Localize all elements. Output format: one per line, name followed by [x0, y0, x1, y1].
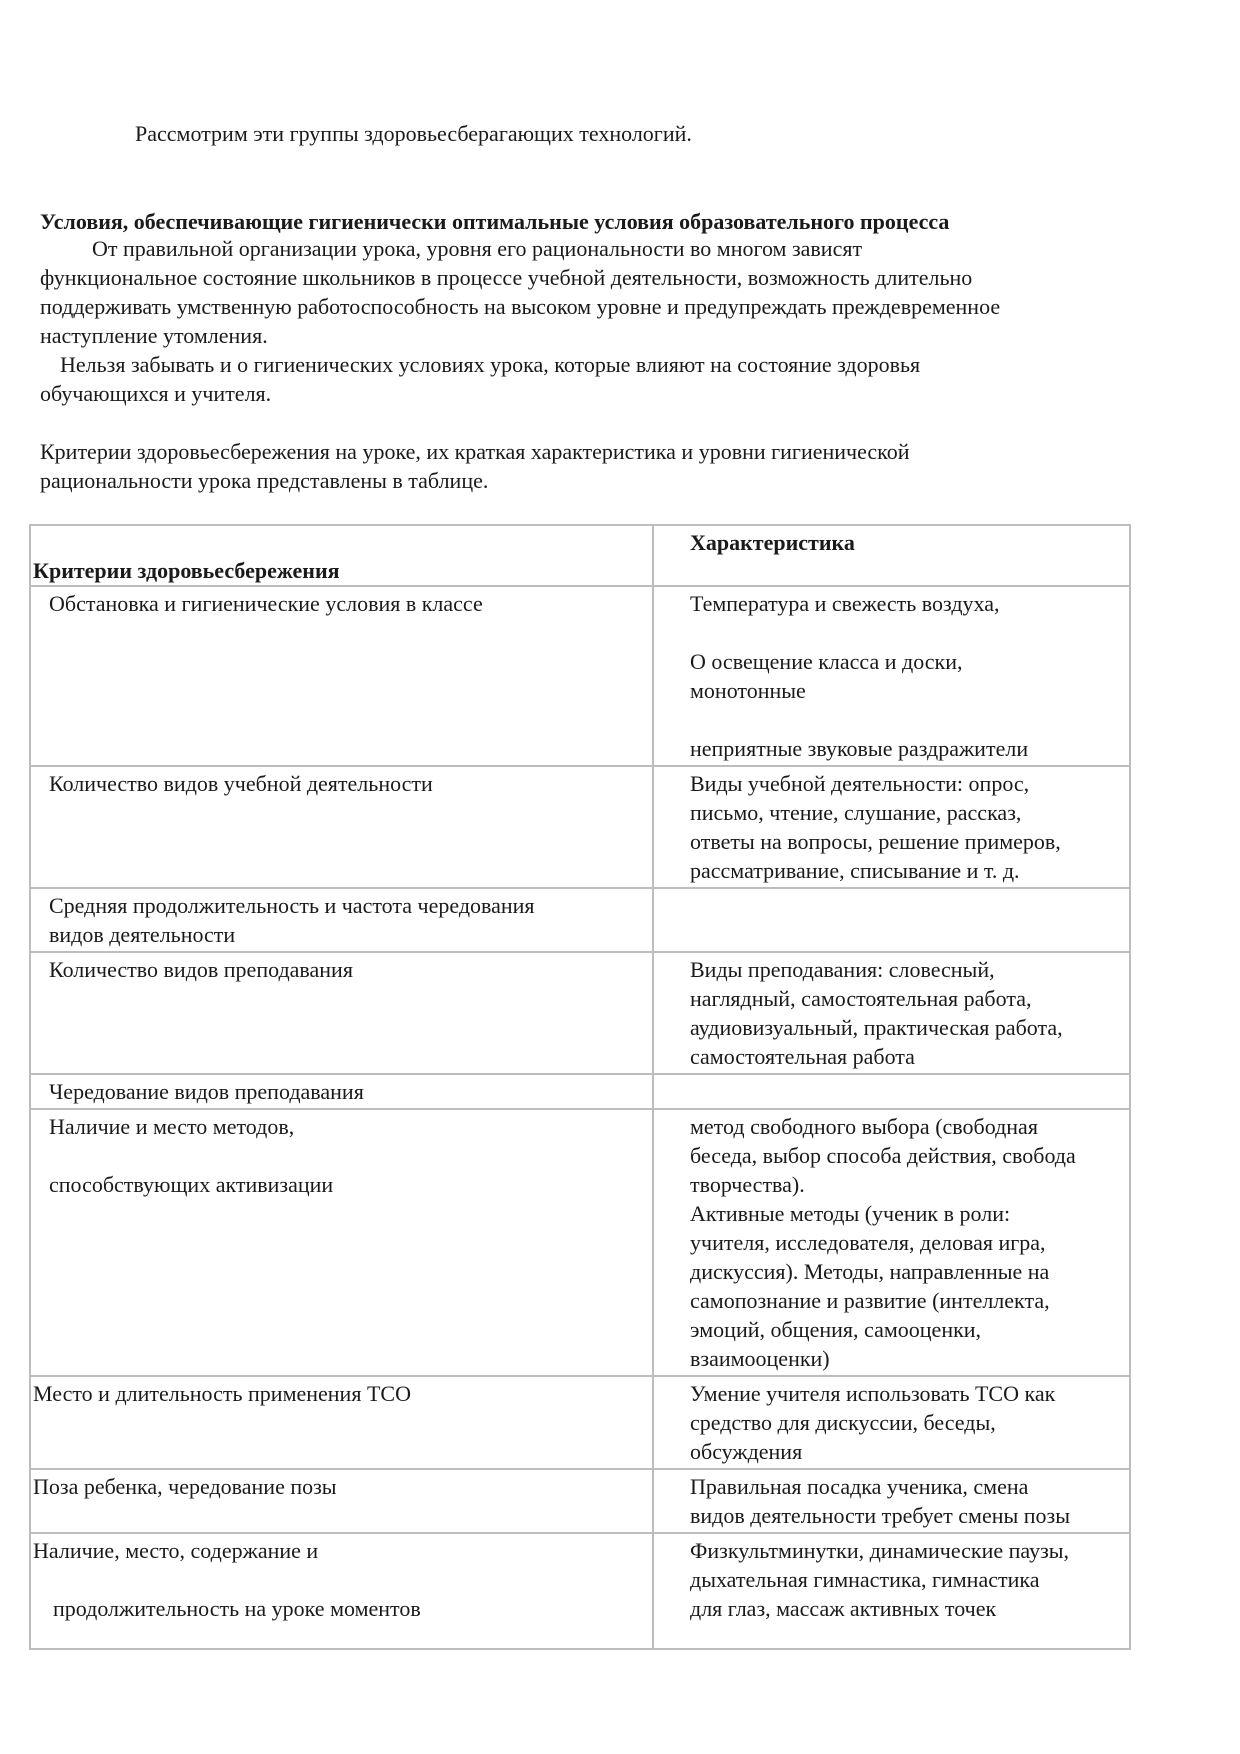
cell-line: Умение учителя использовать ТСО как — [690, 1381, 1056, 1406]
cell-line: средство для дискуссии, беседы, — [690, 1410, 996, 1435]
table-row — [30, 1074, 1130, 1109]
cell-line: Активные методы (ученик в роли: — [690, 1201, 1011, 1226]
criteria-cell — [30, 1376, 653, 1469]
paragraph-hygiene — [40, 350, 1140, 408]
cell-line: Виды преподавания: словесный, — [690, 957, 995, 982]
criteria-cell — [30, 1533, 653, 1649]
characteristic-cell — [653, 1469, 1130, 1533]
cell-line: аудиовизуальный, практическая работа, — [690, 1015, 1063, 1040]
header-criteria: Критерии здоровьесбережения — [30, 525, 653, 586]
cell-line — [690, 705, 1127, 734]
paragraph-line: функциональное состояние школьников в процессе учебной деятельности, возможность длительно — [40, 265, 973, 290]
criteria-cell — [30, 888, 653, 952]
criteria-cell — [30, 1469, 653, 1533]
cell-line: учителя, исследователя, деловая игра, — [690, 1230, 1046, 1255]
paragraph-line: Нельзя забывать и о гигиенических условиях урока, которые влияют на состояние здоровья — [60, 352, 921, 377]
paragraph-line: От правильной организации урока, уровня его рациональности во многом зависят — [92, 236, 863, 261]
cell-line: Наличие, место, содержание и — [33, 1538, 319, 1563]
paragraph-organization — [40, 234, 1140, 350]
cell-line: дыхательная гимнастика, гимнастика — [690, 1567, 1040, 1592]
cell-line: рассматривание, списывание и т. д. — [690, 858, 1020, 883]
cell-line: метод свободного выбора (свободная — [690, 1114, 1038, 1139]
characteristic-cell — [653, 1109, 1130, 1376]
cell-line: Температура и свежесть воздуха, — [690, 591, 1000, 616]
criteria-cell — [30, 586, 653, 766]
table-row — [30, 586, 1130, 766]
table-row — [30, 766, 1130, 888]
cell-line: Правильная посадка ученика, смена — [690, 1474, 1029, 1499]
cell-line: Количество видов учебной деятельности — [49, 771, 433, 796]
characteristic-cell — [653, 888, 1130, 952]
paragraph-line: поддерживать умственную работоспособность на высоком уровне и предупреждать преждевременное — [40, 294, 1001, 319]
table-row — [30, 1109, 1130, 1376]
cell-line: видов деятельности — [49, 922, 236, 947]
cell-line: беседа, выбор способа действия, свобода — [690, 1143, 1076, 1168]
characteristic-cell — [653, 766, 1130, 888]
cell-line: эмоций, общения, самооценки, — [690, 1317, 982, 1342]
cell-line — [49, 1141, 646, 1170]
cell-line: Место и длительность применения ТСО — [33, 1381, 411, 1406]
criteria-cell — [30, 1109, 653, 1376]
characteristic-cell — [653, 1376, 1130, 1469]
cell-line: наглядный, самостоятельная работа, — [690, 986, 1032, 1011]
cell-line: Виды учебной деятельности: опрос, — [690, 771, 1030, 796]
cell-line: О освещение класса и доски, — [690, 649, 963, 674]
paragraph-table-intro — [40, 437, 1140, 495]
paragraph-line: Критерии здоровьесбережения на уроке, их краткая характеристика и уровни гигиенической — [40, 439, 910, 464]
cell-line: Наличие и место методов, — [49, 1114, 295, 1139]
cell-line: творчества). — [690, 1172, 805, 1197]
cell-line: обсуждения — [690, 1439, 803, 1464]
cell-line: ответы на вопросы, решение примеров, — [690, 829, 1061, 854]
paragraph-line: рациональности урока представлены в таблице. — [40, 468, 489, 493]
cell-line: продолжительность на уроке моментов — [53, 1596, 421, 1621]
cell-line: Поза ребенка, чередование позы — [33, 1474, 337, 1499]
cell-line — [33, 1565, 646, 1594]
characteristic-cell — [653, 586, 1130, 766]
header-characteristic: Характеристика — [653, 525, 1130, 586]
characteristic-cell — [653, 952, 1130, 1074]
characteristic-cell — [653, 1074, 1130, 1109]
cell-line: самопознание и развитие (интеллекта, — [690, 1288, 1050, 1313]
section-heading: Условия, обеспечивающие гигиенически оптимальные условия образовательного процесса — [40, 209, 950, 234]
cell-line: Обстановка и гигиенические условия в классе — [49, 591, 483, 616]
paragraph-line: обучающихся и учителя. — [40, 381, 272, 406]
cell-line: взаимооценки) — [690, 1346, 830, 1371]
cell-line: Чередование видов преподавания — [49, 1079, 364, 1104]
intro-text: Рассмотрим эти группы здоровьесберагающих технологий. — [135, 121, 692, 146]
criteria-cell — [30, 1074, 653, 1109]
table-row — [30, 1469, 1130, 1533]
cell-line: видов деятельности требует смены позы — [690, 1503, 1071, 1528]
cell-line: для глаз, массаж активных точек — [690, 1596, 997, 1621]
cell-line: Количество видов преподавания — [49, 957, 353, 982]
table-row — [30, 888, 1130, 952]
cell-line: способствующих активизации — [49, 1172, 334, 1197]
cell-line: Физкультминутки, динамические паузы, — [690, 1538, 1070, 1563]
cell-line — [690, 618, 1127, 647]
cell-line: дискуссия). Методы, направленные на — [690, 1259, 1050, 1284]
table-row — [30, 1376, 1130, 1469]
table-row — [30, 1533, 1130, 1649]
cell-line: неприятные звуковые раздражители — [690, 736, 1029, 761]
criteria-cell — [30, 766, 653, 888]
criteria-cell — [30, 952, 653, 1074]
cell-line: письмо, чтение, слушание, рассказ, — [690, 800, 1022, 825]
paragraph-line: наступление утомления. — [40, 323, 268, 348]
cell-line: самостоятельная работа — [690, 1044, 915, 1069]
cell-line: Средняя продолжительность и частота чередования — [49, 893, 535, 918]
table-header-row — [30, 525, 1130, 586]
cell-line: монотонные — [690, 678, 806, 703]
criteria-table — [29, 524, 1131, 1650]
table-row — [30, 952, 1130, 1074]
characteristic-cell — [653, 1533, 1130, 1649]
